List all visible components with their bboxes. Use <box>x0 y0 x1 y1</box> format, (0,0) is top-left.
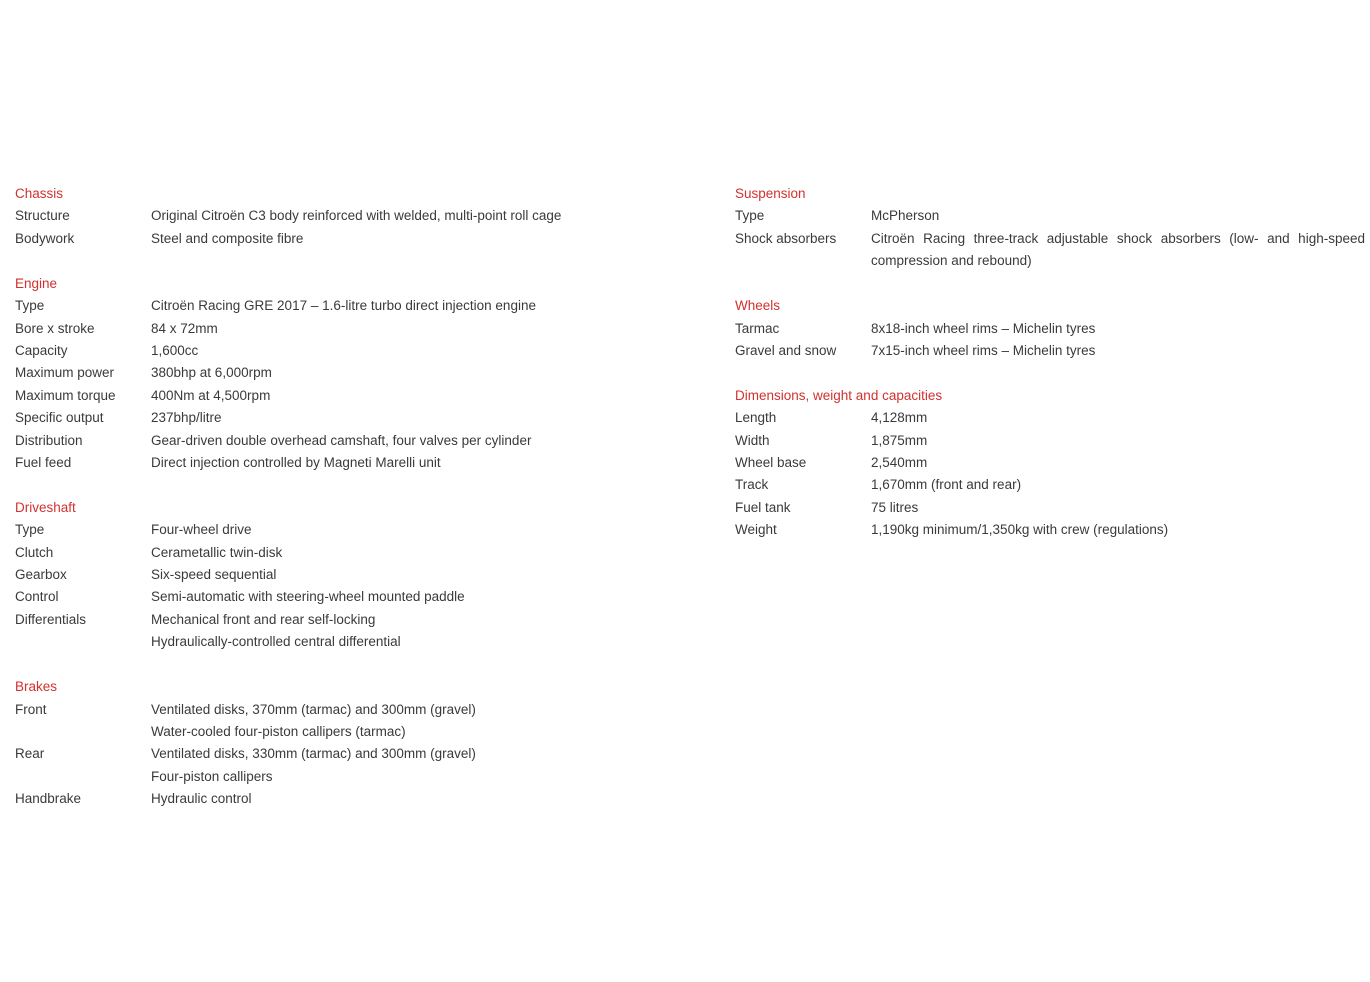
spec-row <box>735 497 1365 519</box>
spec-row <box>15 766 655 788</box>
spec-row <box>735 519 1365 541</box>
spec-label: Capacity <box>15 342 68 358</box>
spec-row <box>15 340 655 362</box>
spec-row <box>15 362 655 384</box>
spec-label: Structure <box>15 208 70 224</box>
spec-value: Cerametallic twin-disk <box>151 544 283 560</box>
spec-label: Bodywork <box>15 230 75 246</box>
spec-value: Direct injection controlled by Magneti Marelli unit <box>151 454 441 470</box>
right-spec-column <box>735 183 1365 564</box>
spec-row <box>735 430 1365 452</box>
spec-label: Gearbox <box>15 567 67 583</box>
spec-label: Type <box>735 208 765 224</box>
spec-section-chassis <box>15 183 655 250</box>
spec-label: Maximum power <box>15 365 115 381</box>
spec-row <box>15 385 655 407</box>
spec-row <box>15 452 655 474</box>
spec-section-driveshaft <box>15 497 655 654</box>
spec-label: Shock absorbers <box>735 230 837 246</box>
spec-section-wheels <box>735 295 1365 362</box>
spec-value: Gear-driven double overhead camshaft, four valves per cylinder <box>151 432 532 448</box>
spec-row <box>735 205 1365 227</box>
spec-row <box>15 318 655 340</box>
spec-label: Gravel and snow <box>735 342 837 358</box>
spec-label: Weight <box>735 522 777 538</box>
spec-value: Six-speed sequential <box>151 567 277 583</box>
spec-label: Width <box>735 432 770 448</box>
spec-label: Control <box>15 589 59 605</box>
spec-section-dimensions-weight-and-capacities <box>735 385 1365 542</box>
spec-value: Four-piston callipers <box>151 768 273 784</box>
spec-label: Length <box>735 410 777 426</box>
spec-value: 8x18-inch wheel rims – Michelin tyres <box>871 320 1096 336</box>
spec-label: Fuel tank <box>735 499 791 515</box>
spec-value: 84 x 72mm <box>151 320 218 336</box>
spec-value: 4,128mm <box>871 410 928 426</box>
spec-section-suspension <box>735 183 1365 273</box>
spec-value: 2,540mm <box>871 455 928 471</box>
spec-value: Water-cooled four-piston callipers (tarmac) <box>151 723 406 739</box>
section-title: Driveshaft <box>15 499 76 515</box>
spec-value: Ventilated disks, 370mm (tarmac) and 300mm (gravel) <box>151 701 476 717</box>
spec-value: Four-wheel drive <box>151 522 252 538</box>
spec-value: Citroën Racing three-track adjustable shock absorbers (low- and high-speed compression and rebound) <box>871 230 1365 269</box>
spec-row <box>15 430 655 452</box>
spec-value: Mechanical front and rear self-locking <box>151 611 376 627</box>
spec-value: McPherson <box>871 208 940 224</box>
spec-label <box>15 766 151 788</box>
spec-value: Hydraulic control <box>151 791 252 807</box>
spec-label: Fuel feed <box>15 454 72 470</box>
spec-label: Tarmac <box>735 320 780 336</box>
spec-value: Original Citroën C3 body reinforced with welded, multi-point roll cage <box>151 208 562 224</box>
spec-label: Clutch <box>15 544 54 560</box>
spec-row <box>735 318 1365 340</box>
spec-row <box>15 609 655 631</box>
spec-label: Bore x stroke <box>15 320 95 336</box>
section-title: Brakes <box>15 679 58 695</box>
spec-row <box>15 586 655 608</box>
spec-label: Type <box>15 522 45 538</box>
spec-label: Wheel base <box>735 455 807 471</box>
spec-label <box>15 631 151 653</box>
spec-value: Citroën Racing GRE 2017 – 1.6-litre turbo direct injection engine <box>151 298 536 314</box>
spec-row <box>15 205 655 227</box>
spec-label: Distribution <box>15 432 83 448</box>
section-title: Dimensions, weight and capacities <box>735 387 943 403</box>
spec-value: Ventilated disks, 330mm (tarmac) and 300mm (gravel) <box>151 746 476 762</box>
spec-row <box>15 542 655 564</box>
spec-row <box>735 474 1365 496</box>
spec-value: 1,190kg minimum/1,350kg with crew (regulations) <box>871 522 1169 538</box>
spec-value: 1,875mm <box>871 432 928 448</box>
spec-label: Specific output <box>15 410 104 426</box>
spec-row <box>15 295 655 317</box>
spec-value: Semi-automatic with steering-wheel mounted paddle <box>151 589 465 605</box>
spec-value: 7x15-inch wheel rims – Michelin tyres <box>871 342 1096 358</box>
spec-row <box>15 788 655 810</box>
spec-row <box>735 340 1365 362</box>
spec-value: 380bhp at 6,000rpm <box>151 365 272 381</box>
section-title: Suspension <box>735 186 806 201</box>
spec-section-engine <box>15 273 655 475</box>
spec-row <box>15 407 655 429</box>
spec-row <box>15 564 655 586</box>
spec-label: Track <box>735 477 769 493</box>
spec-row <box>735 452 1365 474</box>
spec-row <box>735 407 1365 429</box>
spec-label: Maximum torque <box>15 387 116 403</box>
section-title: Engine <box>15 275 58 291</box>
section-title: Wheels <box>735 298 781 314</box>
spec-row <box>15 743 655 765</box>
spec-value: 237bhp/litre <box>151 410 222 426</box>
spec-section-brakes <box>15 676 655 810</box>
spec-row <box>15 519 655 541</box>
left-spec-column <box>15 183 655 833</box>
spec-label: Handbrake <box>15 791 82 807</box>
spec-value: 1,670mm (front and rear) <box>871 477 1022 493</box>
spec-value: 1,600cc <box>151 342 199 358</box>
spec-label: Rear <box>15 746 45 762</box>
spec-row <box>735 228 1365 273</box>
spec-value: Steel and composite fibre <box>151 230 304 246</box>
spec-label: Type <box>15 298 45 314</box>
spec-label <box>15 721 151 743</box>
section-title: Chassis <box>15 186 64 201</box>
spec-value: Hydraulically-controlled central differential <box>151 634 401 650</box>
spec-row <box>15 721 655 743</box>
spec-value: 75 litres <box>871 499 919 515</box>
spec-row <box>15 631 655 653</box>
spec-row <box>15 228 655 250</box>
spec-value: 400Nm at 4,500rpm <box>151 387 271 403</box>
spec-row <box>15 699 655 721</box>
spec-label: Differentials <box>15 611 87 627</box>
spec-label: Front <box>15 701 47 717</box>
